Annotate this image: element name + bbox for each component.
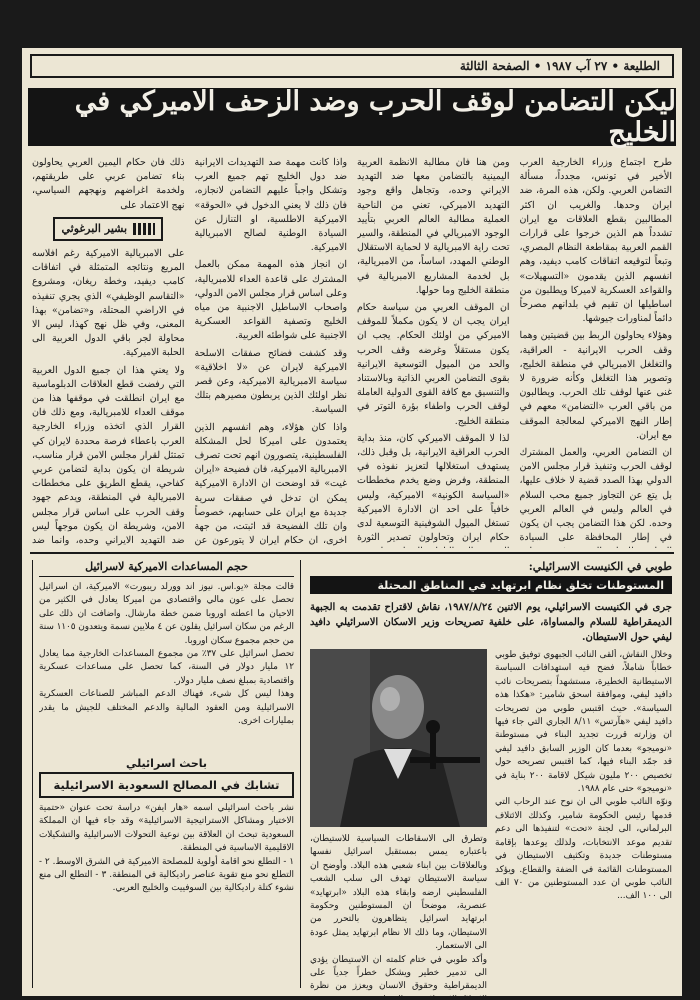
israel-article-headline <box>310 576 672 594</box>
israel-article-body <box>310 649 672 996</box>
page-folio <box>30 54 674 78</box>
paragraph: وهذا ليس كل شيء، فهناك الدعم المباشر للصناعات العسكرية الاسرائيلية ومن العقود المالية والدعم المختلف للجيش ما يقدر بمليارات اخرى. <box>39 689 294 727</box>
box-article-kicker: باحث اسرائيلي <box>125 757 208 770</box>
israel-article-column-2-text <box>310 833 487 996</box>
aid-article-body <box>39 581 294 751</box>
paragraph: وهؤلاء يحاولون الربط بين قضيتين وهما وقف الحرب الايرانية - العراقية، والتغلغل الامبريالي في منطقة الخليج، وتصوير هذا التغلغل وكأنه ضرورة لا غنى عنها لوقف تلك الحرب. ويطالبون من باقي العرب «التضامن» معهم في إطار النهج الاميركي لمعالجة الموقف مع ايران. <box>519 330 672 441</box>
israel-article-lead: جرى في الكنيست الاسرائيلي، يوم الاثنين ١٩٨٧/٨/٢٤، نقاش لاقتراح تقدمت به الجبهة الديمقراطية للسلام والمساواة، على خلفية تصريحات وزير الاسكان الاسرائيلي دافيد ليفي حول الاستيطان. <box>310 602 672 643</box>
paragraph: وأكد طوبي في ختام كلمته ان الاستيطان يؤدي الى تدمير خطير ويشكل خطراً جدياً على الديمقراطية وحقوق الانسان ويعزز من نظرة <box>310 954 487 992</box>
column-divider <box>300 560 301 988</box>
main-headline <box>28 88 676 146</box>
author-name: بشير البرغوثي <box>61 221 128 235</box>
newspaper-page <box>22 48 682 996</box>
israel-article-column-2 <box>310 649 487 996</box>
paragraph: وتطرق الى الاسقاطات السياسية للاستيطان، باعتباره يمس بمستقبل اسرائيل نفسها وبالعلاقات بين ابناء شعبي هذه البلاد. وأوضح ان سياسة الاستيطان تهدف الى سلب الشعب الفلسطيني ارضه وابقاء هذه البلاد «ابرتهايد» عنصرية، موضحاً ان المستوطنين وحكومة ابرتهايد اسرائيل يتظاهرون بالتحرر من الاستيطان، وما ذلك الا نظام ابرتهايد يمثل عودة الى الاستعمار. <box>310 834 487 952</box>
main-headline-text: ليكن التضامن لوقف الحرب وضد الزحف الاميركي في الخليج <box>74 86 676 148</box>
israel-article-kicker: طوبي في الكنيست الاسرائيلي: <box>528 560 672 573</box>
paragraph: نشر باحث اسرائيلي اسمه «هار ايفن» دراسة تحت عنوان «حتمية الاختيار ومشاكل الاستراتيجية الاسرائيلية» وقد جاء فيها ان المملكة السعودية تبحث ان العلاقة بين نوعية التحولات الاسرائيلية والتشكيلات الاقليمية الاساسية في المنطقة. <box>39 803 294 854</box>
byline-ornament-icon <box>133 223 155 235</box>
article-column-1 <box>520 156 673 548</box>
paragraph: ان التضامن العربي، والعمل المشترك لوقف الحرب وتنفيذ قرار مجلس الامن الدولي بهذا الصدد قضية لا خلاف عليها، بل يتع عن التجاوز جميع محب السلام في العالم وليس في العالم العربي وحده. لكن هذا التضامن يجب ان يكون في إطار المحافظة على السيادة <box>519 447 672 544</box>
box-article-body <box>39 802 294 992</box>
paragraph: واذا كانت مهمة صد التهديدات الايرانية ضد دول الخليج تهم جميع العرب وتشكل واجباً عليهم التضامن لانجازه، فان ذلك لا يعني الدخول في «الحوقة» الاميركية الاطلسية، او التنازل عن السيادة الوطنية لصالح الامبريالية الاميركية. <box>194 157 347 254</box>
israel-article <box>310 560 672 992</box>
folio-text: الطليعة • ٢٧ آب ١٩٨٧ • الصفحة الثالثة <box>459 59 660 73</box>
aid-article <box>32 560 294 988</box>
aid-article-title: حجم المساعدات الاميركية لاسرائيل <box>39 560 294 577</box>
paragraph: طرح اجتماع وزراء الخارجية العرب الأخير في تونس، مجدداً، مسألة التضامن العربي. ولكن، هذه المرة، ضد ايران وحدها. والغريب ان اكثر المطالبين بقطع العلاقات مع ايران تشدداً هم الذين خرجوا على قرارات القمم العربية بمقاطعة النظام المصري، وتبعاً لتوقيعه اتفاقات كامب ديفيد، وهم انفسهم الذين يقدمون «التسهيلات» والقواعد العسكرية لاميركا ويطلبون من اساطيلها ان تقيم في بلدانهم مصرحاً دائماً لمناورات جيوشها. <box>519 157 672 325</box>
section-divider <box>30 552 674 554</box>
paragraph: واذا كان هؤلاء، وهم انفسهم الذين يعتمدون على اميركا لحل المشكلة الفلسطينية، يتصورون انهم تحت تصرف الامبريالية الاميركية، فان فضيحة «ايران غيت» قد اوضحت ان الادارة الاميركية يمكن ان تدخل في صفقات سرية جديدة مع ايران على حسابهم، خصوصاً وان تلك الفضيحة قد اثبتت، من جهة اخرى، ان حكام ايران لا يتورعون عن <box>194 421 347 547</box>
paragraph: ١ - التطلع نحو اقامة أولوية للمصلحة الاميركية في الشرق الاوسط. ٢ - التطلع نحو منع تقوية عناصر راديكالية في المنطقة. ٣ - التطلع الى منع نشوء كتلة راديكالية بين السوفييت والخليج العربي. <box>39 856 294 894</box>
speaker-photo <box>310 649 487 827</box>
israel-article-headline-text: المستوطنات تخلق نظام ابرتهايد في المناطق المحتلة <box>377 578 664 592</box>
box-article-title: تشابك في المصالح السعودية الاسرائيلية <box>39 772 294 798</box>
paragraph: ومن هنا فان مطالبة الانظمة العربية اليمينية بالتضامن معها ضد التهديد الايراني وحده، وتجاهل واقع وجود التهديد الاميركي، تعني من الناحية العملية مطالبة العالم العربي بتأييد الوجود الامبريالي في المنطقة، والسير تحت راية الامبريالية لا لحماية الاستقلال الوطني المهدد، اساساً، من الامبريالية، بل لخدمة المشاريع الامبريالية في منطقة الخليج وما حولها. <box>357 157 510 296</box>
author-byline <box>53 217 163 241</box>
article-column-2 <box>357 156 510 548</box>
paragraph: لذا لا الموقف الاميركي كان، منذ بداية الحرب العراقية الايرانية، بل وقبل ذلك، يستهدف استغلالها لتعزيز نفوذه في المنطقة، وفرض وضع يخدم مخططات «السياسة الكونية» الاميركية، وليس خافياً على احد ان الادارة الاميركية تستغل الميول الشوفينية التوسعية لدى حكام ايران وتحاولون تصدير الثورة <box>357 432 510 544</box>
paragraph: ذلك فان حكام اليمين العربي يحاولون بناء تضامن عربي على طريقتهم، ولخدمة اغراضهم ونهجهم السياسي، نهج الاعتماد على <box>32 157 185 211</box>
paragraph: وخلال النقاش، ألقى النائب الجبهوي توفيق طوبي خطاباً شاملاً، فضح فيه استهدافات السياسة الاستيطانية الخطيرة، مستشهداً بتصريحات نائب دافيد ليفي، وموافقة اسحق شامير: «هكذا هذه السياسة». حيث اقتبس طوبي من تصريحات دافيد ليفي «هآرتس» ٨/١١ الجاري التي جاء فيها ان وزارته قررت تجديد البناء في مستوطنة «نوميجو» بعدما كان الوزير السابق دافيد ليفي قد جمّد البناء فيها، كما اقتبس تصريحه حول تخصيص ٢٠٠ مليون شيكل لاقامة ٢٠٠ بناية في «نوميجو» حتى عام ١٩٨٨. <box>495 650 672 795</box>
paragraph: تحصل اسرائيل على ٣٧٪ من مجموع المساعدات الخارجية مما يعادل ١٢ مليار دولار في السنة، كما تحصل على مساعدات عسكرية واقتصادية بمبلغ نصف مليار دولار. <box>39 649 294 686</box>
paragraph: على الامبريالية الاميركية رغم افلاسه المريع ونتائجه المتمثلة في اتفاقات كامب ديفيد، وخطة ريغان، ومشروع «التقاسم الوظيفي» الذي يجري تنفيذه في الاراضي المحتلة، و«تضامن» بهذا المعنى، وفي ظل نهج كهذا، ليس الا محاولة لجر باقي الدول العربية الى الحلبة الاميركية. <box>32 248 185 359</box>
paragraph: وقد كشفت فضائح صفقات الاسلحة الاميركية لايران عن «لا اخلاقية» سياسة الامبريالية الاميركية، وعن قصر نظر اولئك الذين يربطون مصيرهم بتلك السياسة. <box>194 347 347 416</box>
paragraph: قالت مجلة «يو.اس. نيوز اند وورلد ريبورت» الاميركية، ان اسرائيل تحصل على عون مالي واقتصادي من اميركا يعادل في الكثير من الاحيان ما اعطته اوروبا ضمن خطة مارشال. واضافت ان ذلك على الرغم من سكان اسرائيل يقلون عن ٤ ملايين نسمة ويتعدون ١١٠٥ سنة من حجم مجموع سكان اوروبا. <box>39 582 294 646</box>
article-column-3 <box>195 156 348 548</box>
paragraph: ان انجاز هذه المهمة ممكن بالعمل المشترك على قاعدة العداء للامبريالية، وعلى اساس قرار مجلس الامن الدولي، واصحاب الاساطيل الاجنبية من مياه الخليج وتصفية القواعد العسكرية الاجنبية على شواطئه العربية. <box>194 259 347 342</box>
paragraph: ان الموقف العربي من سياسة حكام ايران يجب ان لا يكون مكملاً للموقف الاميركي من اولئك الحكام. يجب ان يكون مستقلاً وغرضه وقف الحرب والحد من الميول التوسعية الايرانية بقوى التضامن العربي الذاتية وبالاستناد والتنسيق مع كافة القوى الدولية العاملة لوقف الحرب واطفاء بؤرة التوتر في منطقة الخليج. <box>357 302 510 427</box>
main-article <box>32 156 672 548</box>
israel-article-column-1 <box>495 649 672 996</box>
paragraph: ونوّه النائب طوبي الى ان نوح عند الرحاب التي قدمها رئيس الحكومة شامير، وكذلك الائتلاف البرلماني، الى لجنة «تحت» لتنفيذها الى دعم تقديم موعد الانتخابات، ولذلك يوعدها بإقامة مستوطنات جديدة وتكثيف الاستيطان في المستوطنات القائمة في الضفة والقطاع. ويؤكد النائب طوبي ان عدد المستوطنين من ٧٠ الف الى ١٠٠ الف... <box>495 797 672 902</box>
article-column-4 <box>32 156 185 548</box>
paragraph: ولا يعني هذا ان جميع الدول العربية التي رفضت قطع العلاقات الدبلوماسية مع ايران انطلقت في موقفها هذا من موقف العداء للامبريالية، ومع ذلك فان القرار الذي اتخذه وزراء الخارجية العرب باعطاء فرصة محددة لايران كي تمتثل لقرار مجلس الامن قرار مناسب، شريطة ان يكون بداية لتضامن عربي كفاحي، يقطع الطريق على مخططات الامبريالية في المنطقة، ويدعم جهود وقف الحرب على اساس قرار مجلس الامن، وشريطة ان يكون موجهاً ليس ضد التهديد الايراني وحده، وانما ضد <box>32 364 185 547</box>
speaker-photo-image <box>310 649 487 827</box>
